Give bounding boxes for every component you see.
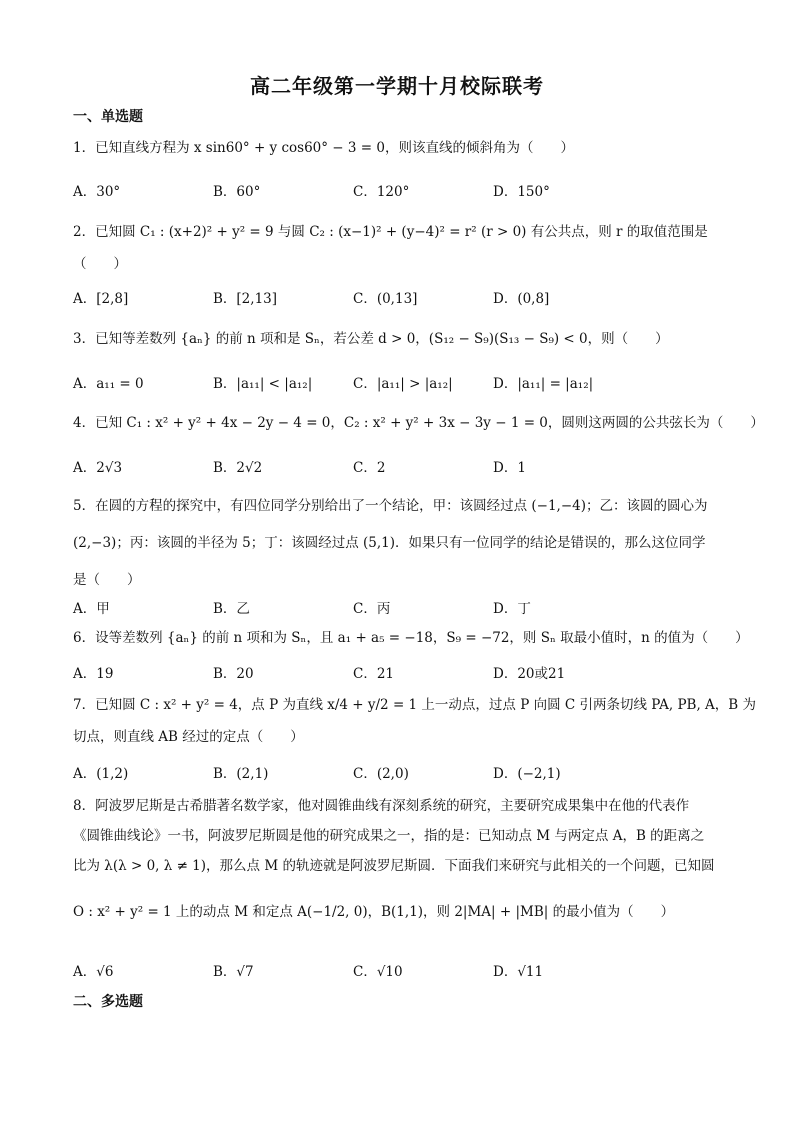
question-line: 《圆锥曲线论》一书，阿波罗尼斯圆是他的研究成果之一，指的是：已知动点 M 与两定点 A，B 的距离之 xyxy=(73,828,705,844)
question-3-options xyxy=(73,372,723,392)
question-5-stem xyxy=(73,496,723,590)
question-line: 5．在圆的方程的探究中，有四位同学分别给出了一个结论，甲：该圆经过点 (−1,−4)；乙：该圆的圆心为 xyxy=(73,498,708,514)
option-c: C．120° xyxy=(353,184,410,200)
option-b: B．乙 xyxy=(213,601,250,617)
question-line: 2．已知圆 C₁ : (x+2)² + y² = 9 与圆 C₂ : (x−1)² + (y−4)² = r² (r > 0) 有公共点，则 r 的取值范围是 xyxy=(73,224,708,240)
option-c: C．2 xyxy=(353,460,386,476)
section-heading-single-choice: 一、单选题 xyxy=(73,109,143,125)
question-line: O : x² + y² = 1 上的动点 M 和定点 A(−1/2, 0)，B(1,1)，则 2|MA| + |MB| 的最小值为（ ） xyxy=(73,904,675,920)
question-line: (2,−3)；丙：该圆的半径为 5；丁：该圆经过点 (5,1)．如果只有一位同学的结论是错误的，那么这位同学 xyxy=(73,535,706,551)
option-a: A．2√3 xyxy=(73,460,123,476)
question-line: 1．已知直线方程为 x sin60° + y cos60° − 3 = 0，则该直线的倾斜角为（ ） xyxy=(73,140,574,156)
question-3-stem xyxy=(73,329,723,349)
question-line: （ ） xyxy=(73,256,127,272)
question-2-stem xyxy=(73,222,723,274)
option-b: B．(2,1) xyxy=(213,766,269,782)
question-5-options xyxy=(73,597,723,617)
document-title: 高二年级第一学期十月校际联考 xyxy=(250,74,544,98)
question-6-options xyxy=(73,662,723,682)
question-8-options xyxy=(73,960,723,980)
option-c: C．21 xyxy=(353,666,395,682)
option-d: D．√11 xyxy=(493,964,544,980)
section-heading-multiple-choice: 二、多选题 xyxy=(73,994,143,1010)
question-line: 4．已知 C₁ : x² + y² + 4x − 2y − 4 = 0，C₂ : x² + y² + 3x − 3y − 1 = 0，圆则这两圆的公共弦长为（ ） xyxy=(73,415,764,431)
option-d: D．1 xyxy=(493,460,526,476)
option-b: B．|a₁₁| < |a₁₂| xyxy=(213,376,313,392)
option-a: A．19 xyxy=(73,666,114,682)
option-c: C．|a₁₁| > |a₁₂| xyxy=(353,376,453,392)
question-2-options xyxy=(73,287,723,307)
option-d: D．150° xyxy=(493,184,550,200)
option-a: A．[2,8] xyxy=(73,291,129,307)
question-1-options xyxy=(73,180,723,200)
option-a: A．(1,2) xyxy=(73,766,129,782)
option-d: D．(0,8] xyxy=(493,291,550,307)
question-4-stem xyxy=(73,413,764,433)
option-d: D．(−2,1) xyxy=(493,766,561,782)
option-b: B．2√2 xyxy=(213,460,263,476)
question-line: 是（ ） xyxy=(73,572,141,588)
option-b: B．60° xyxy=(213,184,261,200)
question-4-options xyxy=(73,456,723,476)
option-a: A．√6 xyxy=(73,964,114,980)
option-b: B．√7 xyxy=(213,964,254,980)
question-line: 7．已知圆 C : x² + y² = 4，点 P 为直线 x/4 + y/2 = 1 上一动点，过点 P 向圆 C 引两条切线 PA, PB, A，B 为 xyxy=(73,697,757,713)
question-7-stem xyxy=(73,695,757,747)
question-line: 比为 λ(λ > 0, λ ≠ 1)，那么点 M 的轨迹就是阿波罗尼斯圆．下面我们来研究与此相关的一个问题，已知圆 xyxy=(73,858,715,874)
option-b: B．[2,13] xyxy=(213,291,278,307)
option-c: C．(0,13] xyxy=(353,291,418,307)
option-a: A．甲 xyxy=(73,601,110,617)
option-d: D．20或21 xyxy=(493,666,566,682)
question-line: 8．阿波罗尼斯是古希腊著名数学家，他对圆锥曲线有深刻系统的研究，主要研究成果集中在他的代表作 xyxy=(73,798,690,814)
option-a: A．a₁₁ = 0 xyxy=(73,376,144,392)
option-d: D．|a₁₁| = |a₁₂| xyxy=(493,376,594,392)
option-c: C．丙 xyxy=(353,601,391,617)
question-1-stem xyxy=(73,138,723,158)
option-b: B．20 xyxy=(213,666,254,682)
question-6-stem xyxy=(73,628,749,648)
question-7-options xyxy=(73,762,723,782)
question-8-stem xyxy=(73,796,723,922)
question-line: 3．已知等差数列 {aₙ} 的前 n 项和是 Sₙ，若公差 d > 0，(S₁₂ − S₉)(S₁₃ − S₉) < 0，则（ ） xyxy=(73,331,669,347)
question-line: 切点，则直线 AB 经过的定点（ ） xyxy=(73,729,304,745)
option-c: C．(2,0) xyxy=(353,766,409,782)
question-line: 6．设等差数列 {aₙ} 的前 n 项和为 Sₙ，且 a₁ + a₅ = −18，S₉ = −72，则 Sₙ 取最小值时，n 的值为（ ） xyxy=(73,630,749,646)
option-d: D．丁 xyxy=(493,601,531,617)
option-c: C．√10 xyxy=(353,964,403,980)
option-a: A．30° xyxy=(73,184,121,200)
